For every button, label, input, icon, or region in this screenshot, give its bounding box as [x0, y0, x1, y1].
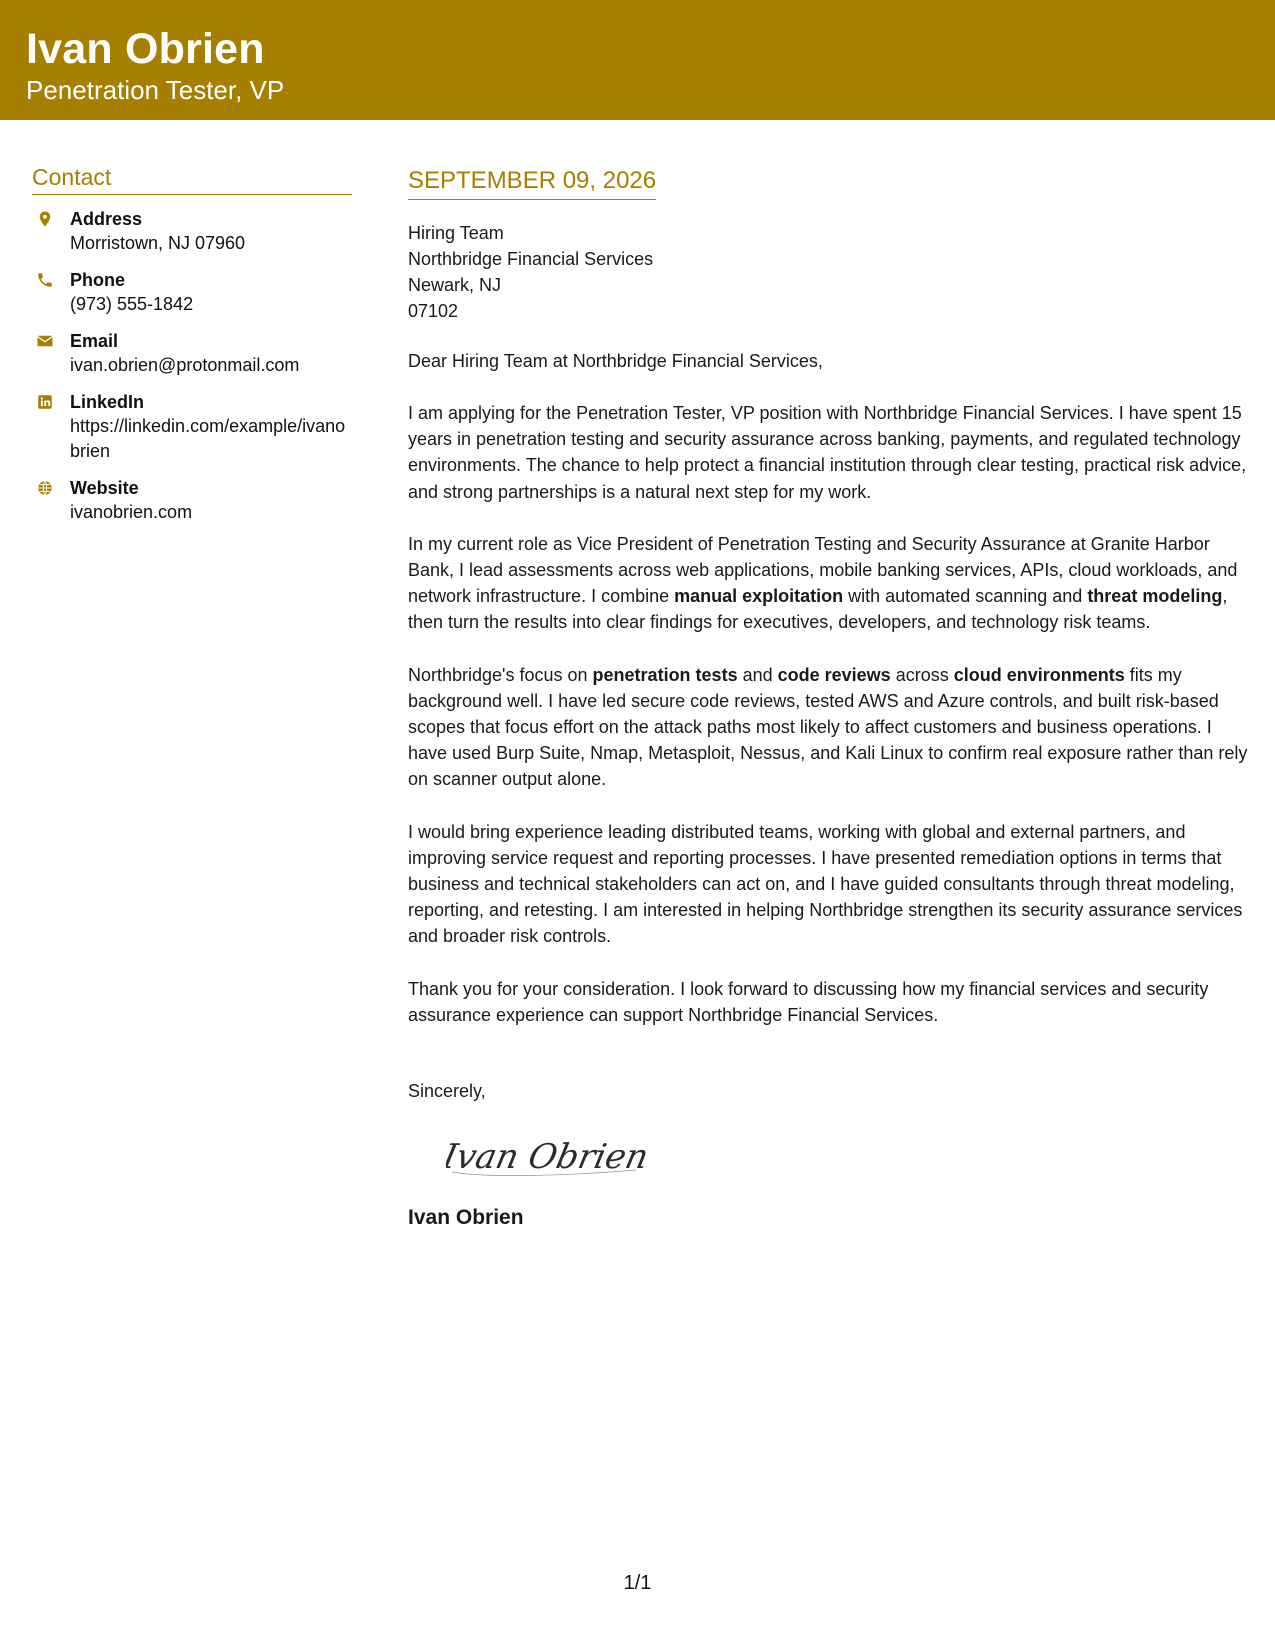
recipient-line: Newark, NJ — [408, 275, 502, 295]
header-banner — [0, 0, 1275, 120]
bold-phrase: cloud environments — [953, 664, 1125, 685]
envelope-icon — [36, 332, 54, 350]
contact-heading: Contact — [32, 163, 352, 195]
contact-label: Email — [70, 331, 119, 351]
bold-phrase: threat modeling — [1087, 586, 1223, 607]
contact-value-website[interactable]: ivanobrien.com — [70, 502, 193, 522]
letter-date: SEPTEMBER 09, 2026 — [408, 166, 656, 200]
contact-label: Address — [70, 209, 143, 229]
linkedin-icon — [36, 393, 54, 411]
contact-item-website — [32, 477, 352, 525]
paragraph-5: Thank you for your consideration. I look forward to discussing how my financial services and security assurance experience can support Northbridge Financial Services. — [408, 978, 1209, 1025]
contact-value-linkedin[interactable]: https://linkedin.com/example/ivanobrien — [70, 416, 346, 461]
contact-item-phone — [32, 269, 352, 317]
applicant-title: Penetration Tester, VP — [26, 75, 285, 105]
paragraph-text: with automated scanning and — [843, 586, 1088, 607]
paragraph-text: In my current role as Vice President of Penetration Testing and Security Assurance at Granite Harbor Bank, I lead assessments across web applications, mobile banking services, APIs, cloud workloads, and network infrastructure. I combine — [408, 533, 1238, 607]
contact-item-linkedin — [32, 391, 352, 464]
paragraph-text: Northbridge's focus on — [408, 664, 593, 685]
contact-sidebar — [32, 163, 352, 538]
paragraph-text: across — [890, 664, 954, 685]
contact-item-address — [32, 208, 352, 256]
paragraph-1: I am applying for the Penetration Tester, VP position with Northbridge Financial Services. I have spent 15 years in penetration testing and security assurance across banking, payments, and regulated technology environments. The chance to help protect a financial institution through clear testing, practical risk advice, and strong partnerships is a natural next step for my work. — [408, 403, 1247, 502]
contact-value-phone: (973) 555-1842 — [70, 294, 194, 314]
salutation: Dear Hiring Team at Northbridge Financial Services, — [408, 351, 823, 371]
closing: Sincerely, — [408, 1081, 486, 1102]
bold-phrase: penetration tests — [592, 664, 738, 685]
recipient-line: 07102 — [408, 301, 459, 321]
page-number: 1/1 — [623, 1572, 652, 1594]
paragraph-text: fits my background well. I have led secure code reviews, tested AWS and Azure controls, and built risk-based scopes that focus effort on the attack paths most likely to affect customers and business operations. I have used Burp Suite, Nmap, Metasploit, Nessus, and Kali Linux to confirm real exposure rather than rely on scanner output alone. — [408, 664, 1248, 790]
contact-label: LinkedIn — [70, 392, 145, 412]
contact-value-email[interactable]: ivan.obrien@protonmail.com — [70, 355, 300, 375]
paragraph-3 — [408, 662, 1250, 793]
globe-icon — [36, 479, 54, 497]
handwritten-signature — [446, 1126, 646, 1182]
paragraph-text: and — [737, 664, 778, 685]
svg-text:Ivan Obrien: Ivan Obrien — [446, 1137, 646, 1177]
recipient-block — [408, 220, 1250, 324]
contact-label: Website — [70, 478, 139, 498]
paragraph-text: , then turn the results into clear findings for executives, developers, and technology risk teams. — [408, 586, 1228, 633]
contact-item-email — [32, 330, 352, 378]
applicant-name: Ivan Obrien — [26, 25, 265, 73]
contact-value-address: Morristown, NJ 07960 — [70, 233, 246, 253]
bold-phrase: manual exploitation — [674, 586, 844, 607]
phone-icon — [36, 271, 54, 289]
signer-name: Ivan Obrien — [408, 1206, 524, 1230]
letter-body — [408, 166, 1250, 1231]
contact-label: Phone — [70, 270, 126, 290]
recipient-line: Northbridge Financial Services — [408, 249, 654, 269]
paragraph-4: I would bring experience leading distributed teams, working with global and external partners, and improving service request and reporting processes. I have presented remediation options in terms that business and technical stakeholders can act on, and I have guided consultants through threat modeling, reporting, and retesting. I am interested in helping Northbridge strengthen its security assurance services and broader risk controls. — [408, 821, 1243, 947]
map-pin-icon — [36, 210, 54, 228]
recipient-line: Hiring Team — [408, 223, 504, 243]
paragraph-2 — [408, 531, 1250, 636]
bold-phrase: code reviews — [777, 664, 891, 685]
